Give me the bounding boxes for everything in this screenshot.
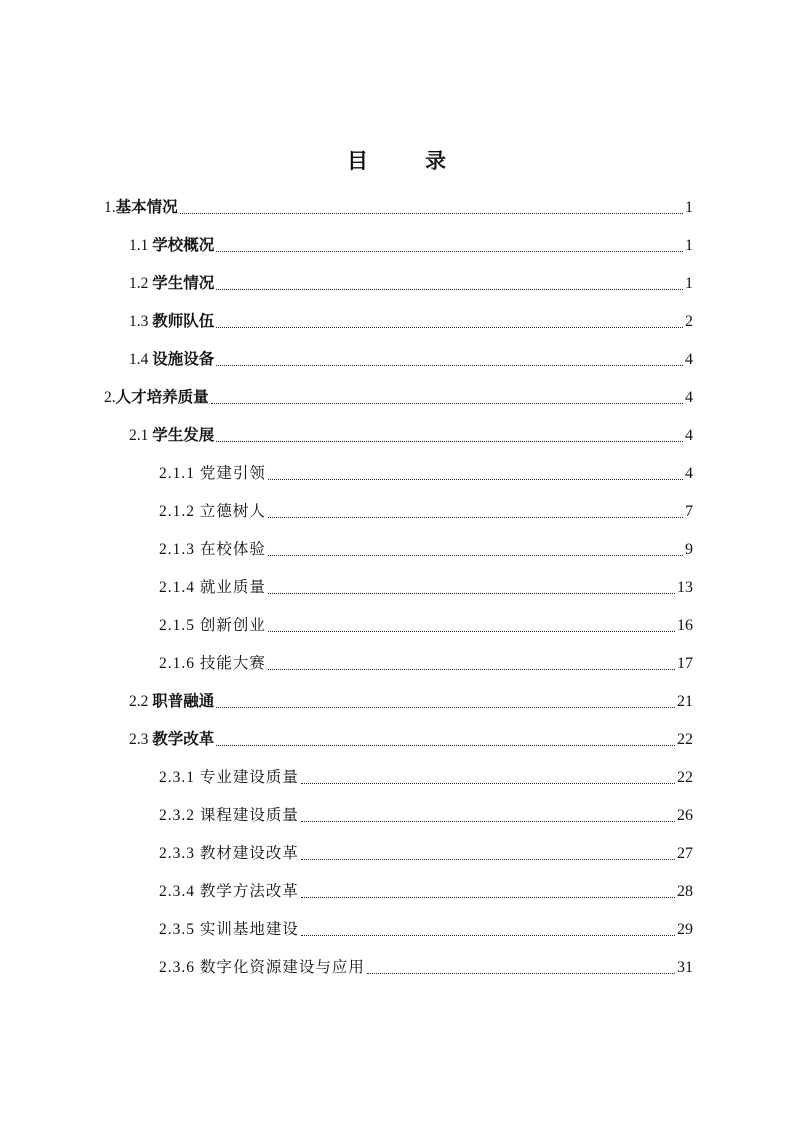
toc-entry-number: 2.1.2 bbox=[159, 503, 200, 520]
toc-entry-number: 1.1 bbox=[129, 237, 153, 254]
toc-entry-text: 数字化资源建设与应用 bbox=[199, 958, 365, 976]
toc-dot-leader bbox=[268, 593, 675, 594]
toc-entry-text: 学生发展 bbox=[152, 426, 215, 444]
toc-entry-text: 技能大赛 bbox=[199, 654, 266, 672]
toc-page-number: 4 bbox=[685, 427, 693, 444]
toc-entry-text: 教师队伍 bbox=[152, 312, 215, 330]
toc-page-number: 31 bbox=[677, 959, 693, 976]
toc-entry-label bbox=[159, 612, 266, 639]
toc-entry[interactable] bbox=[159, 841, 693, 867]
toc-dot-leader bbox=[216, 707, 675, 708]
toc-page-number: 4 bbox=[685, 465, 693, 482]
toc-page-number: 22 bbox=[677, 769, 693, 786]
toc-entry-label bbox=[104, 194, 178, 221]
toc-page-number: 29 bbox=[677, 921, 693, 938]
toc-page-number: 2 bbox=[685, 313, 693, 330]
toc-dot-leader bbox=[216, 327, 683, 328]
toc-entry-number: 2.3.5 bbox=[159, 921, 200, 938]
toc-dot-leader bbox=[268, 631, 675, 632]
toc-entry[interactable] bbox=[129, 423, 693, 449]
toc-entry-number: 2.1.1 bbox=[159, 465, 200, 482]
toc-page-number: 1 bbox=[685, 199, 693, 216]
toc-entry-label bbox=[129, 688, 214, 715]
toc-entry[interactable] bbox=[129, 271, 693, 297]
toc-entry-label bbox=[159, 878, 299, 905]
toc-dot-leader bbox=[268, 517, 683, 518]
toc-entry-label bbox=[129, 270, 214, 297]
toc-entry-number: 2.3.1 bbox=[159, 769, 200, 786]
toc-entry-number: 2.3.6 bbox=[159, 959, 200, 976]
toc-entry-number: 2. bbox=[104, 389, 116, 406]
toc-page-number: 13 bbox=[677, 579, 693, 596]
toc-entry-text: 教材建设改革 bbox=[199, 844, 299, 862]
toc-page-number: 22 bbox=[677, 731, 693, 748]
toc-dot-leader bbox=[268, 555, 683, 556]
toc-entry-text: 创新创业 bbox=[199, 616, 266, 634]
toc-entry-text: 在校体验 bbox=[199, 540, 266, 558]
toc-page-number: 17 bbox=[677, 655, 693, 672]
toc-page-number: 9 bbox=[685, 541, 693, 558]
toc-entry-label bbox=[159, 498, 266, 525]
toc-entry-text: 教学改革 bbox=[152, 730, 215, 748]
toc-entry-number: 1.4 bbox=[129, 351, 153, 368]
toc-dot-leader bbox=[216, 441, 683, 442]
toc-entry[interactable] bbox=[159, 917, 693, 943]
toc-dot-leader bbox=[301, 859, 675, 860]
toc-entry[interactable] bbox=[129, 347, 693, 373]
toc-entry[interactable] bbox=[159, 613, 693, 639]
toc-entry-label bbox=[159, 650, 266, 677]
toc-entry-text: 课程建设质量 bbox=[199, 806, 299, 824]
toc-entry-text: 设施设备 bbox=[152, 350, 215, 368]
toc-page-number: 28 bbox=[677, 883, 693, 900]
toc-entry[interactable] bbox=[129, 309, 693, 335]
toc-entry[interactable] bbox=[159, 537, 693, 563]
toc-entry-text: 职普融通 bbox=[152, 692, 215, 710]
toc-entry-text: 学生情况 bbox=[152, 274, 215, 292]
toc-entry-number: 2.1.4 bbox=[159, 579, 200, 596]
toc-entry-text: 学校概况 bbox=[152, 236, 215, 254]
toc-dot-leader bbox=[367, 973, 675, 974]
toc-dot-leader bbox=[180, 213, 683, 214]
toc-entry-number: 2.2 bbox=[129, 693, 153, 710]
toc-entry-number: 2.1.5 bbox=[159, 617, 200, 634]
toc-entry[interactable] bbox=[104, 385, 693, 411]
toc-entry-label bbox=[104, 384, 209, 411]
toc-page-number: 4 bbox=[685, 351, 693, 368]
toc-dot-leader bbox=[216, 745, 675, 746]
toc-entry-label bbox=[159, 764, 299, 791]
toc-entry-label bbox=[129, 232, 214, 259]
toc-entry-number: 2.1.6 bbox=[159, 655, 200, 672]
toc-entry-label bbox=[129, 308, 214, 335]
toc-entry-text: 教学方法改革 bbox=[199, 882, 299, 900]
toc-entry-number: 1.3 bbox=[129, 313, 153, 330]
toc-dot-leader bbox=[301, 935, 675, 936]
toc-page-number: 27 bbox=[677, 845, 693, 862]
toc-entry[interactable] bbox=[129, 233, 693, 259]
toc-title: 目 录 bbox=[347, 149, 464, 173]
toc-entry[interactable] bbox=[159, 461, 693, 487]
toc-entry-label bbox=[129, 422, 214, 449]
toc-entry-text: 实训基地建设 bbox=[199, 920, 299, 938]
toc-page-number: 1 bbox=[685, 237, 693, 254]
toc-entry[interactable] bbox=[159, 499, 693, 525]
toc-entry[interactable] bbox=[159, 955, 693, 981]
toc-entry[interactable] bbox=[159, 575, 693, 601]
toc-entry-number: 2.1.3 bbox=[159, 541, 200, 558]
toc-dot-leader bbox=[211, 403, 683, 404]
toc-dot-leader bbox=[216, 365, 683, 366]
toc-entry[interactable] bbox=[104, 195, 693, 221]
toc-entry-text: 党建引领 bbox=[199, 464, 266, 482]
toc-entry-number: 1.2 bbox=[129, 275, 153, 292]
toc-entry-label bbox=[129, 726, 214, 753]
toc-dot-leader bbox=[268, 479, 683, 480]
toc-entry-label bbox=[159, 916, 299, 943]
toc-entry-number: 2.3.3 bbox=[159, 845, 200, 862]
toc-entry-label bbox=[129, 346, 214, 373]
toc-entry[interactable] bbox=[129, 727, 693, 753]
toc-entry-text: 立德树人 bbox=[199, 502, 266, 520]
toc-dot-leader bbox=[268, 669, 675, 670]
toc-entry-number: 2.3.2 bbox=[159, 807, 200, 824]
toc-entry-label bbox=[159, 802, 299, 829]
toc-entry-label bbox=[159, 536, 266, 563]
toc-entry-text: 专业建设质量 bbox=[199, 768, 299, 786]
toc-dot-leader bbox=[301, 897, 675, 898]
toc-dot-leader bbox=[216, 251, 683, 252]
toc-page-number: 16 bbox=[677, 617, 693, 634]
toc-page-number: 4 bbox=[685, 389, 693, 406]
toc-entry[interactable] bbox=[159, 803, 693, 829]
toc-entry-number: 2.3.4 bbox=[159, 883, 200, 900]
toc-page-number: 7 bbox=[685, 503, 693, 520]
toc-entry-number: 1. bbox=[104, 199, 116, 216]
toc-page-number: 1 bbox=[685, 275, 693, 292]
toc-entry[interactable] bbox=[159, 651, 693, 677]
toc-entry[interactable] bbox=[129, 689, 693, 715]
toc-entry-number: 2.3 bbox=[129, 731, 153, 748]
toc-entry-label bbox=[159, 574, 266, 601]
toc-entry[interactable] bbox=[159, 879, 693, 905]
toc-entry-label bbox=[159, 954, 365, 981]
toc-entry-text: 基本情况 bbox=[115, 198, 178, 216]
toc-entry-label bbox=[159, 460, 266, 487]
toc-page-number: 21 bbox=[677, 693, 693, 710]
toc-entry[interactable] bbox=[159, 765, 693, 791]
toc-entry-text: 就业质量 bbox=[199, 578, 266, 596]
toc-dot-leader bbox=[301, 783, 675, 784]
toc-entry-label bbox=[159, 840, 299, 867]
toc-dot-leader bbox=[216, 289, 683, 290]
toc-dot-leader bbox=[301, 821, 675, 822]
toc-entry-number: 2.1 bbox=[129, 427, 153, 444]
toc-entry-text: 人才培养质量 bbox=[115, 388, 209, 406]
toc-page-number: 26 bbox=[677, 807, 693, 824]
